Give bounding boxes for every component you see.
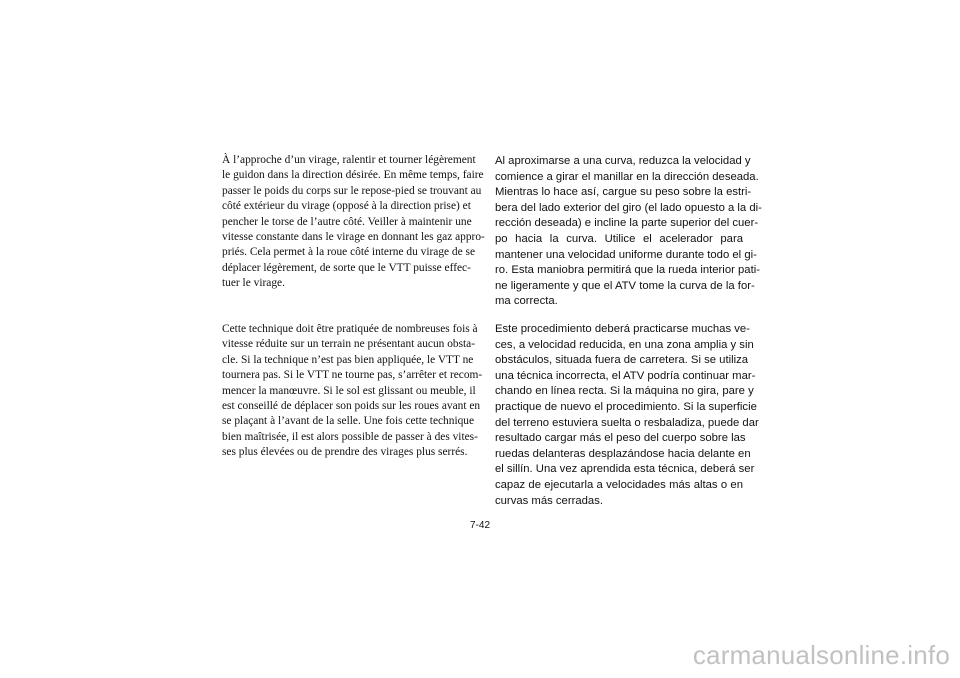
text-line: cle. Si la technique n’est pas bien appliquée, le VTT ne: [222, 353, 474, 366]
text-line: ses plus élevées ou de prendre des virages plus serrés.: [222, 446, 468, 459]
text-line: Al aproximarse a una curva, reduzca la velocidad y: [495, 155, 751, 167]
text-line: Este procedimiento deberá practicarse muchas ve-: [495, 323, 750, 335]
text-line: rección deseada) e incline la parte superior del cuer-: [495, 217, 759, 230]
text-line: mencer la manœuvre. Si le sol est glissant ou meuble, il: [222, 384, 476, 397]
watermark: carmanualsonline.info: [692, 640, 950, 670]
text-line: del terreno estuviera suelta o resbaladiza, puede dar: [495, 416, 759, 429]
text-line: ces, a velocidad reducida, en una zona amplia y sin: [495, 338, 754, 351]
text-line: mantener una velocidad uniforme durante todo el gi-: [495, 248, 757, 261]
text-line: ne ligeramente y que el ATV tome la curva de la for-: [495, 279, 755, 292]
page-number: 7-42: [470, 520, 491, 531]
text-line: resultado cargar más el peso del cuerpo sobre las: [495, 432, 746, 445]
text-line: ma correcta.: [495, 295, 558, 308]
spanish-paragraph-1: [495, 154, 762, 310]
text-line: se plaçant à l’avant de la selle. Une fois cette technique: [222, 415, 475, 428]
text-line: una técnica incorrecta, el ATV podría continuar mar-: [495, 369, 756, 382]
french-paragraph-1: [222, 153, 485, 292]
text-line: le guidon dans la direction désirée. En même temps, faire: [222, 169, 484, 182]
text-line: el sillín. Una vez aprendida esta técnica, deberá ser: [495, 463, 755, 476]
text-line: chando en línea recta. Si la máquina no gira, pare y: [495, 385, 754, 398]
text-line: tuer le virage.: [222, 277, 285, 290]
text-line: vitesse réduite sur un terrain ne présentant aucun obsta-: [222, 338, 476, 351]
text-line: Cette technique doit être pratiquée de nombreuses fois à: [222, 323, 478, 335]
text-line: comience a girar el manillar en la dirección deseada.: [495, 170, 759, 183]
text-line: obstáculos, situada fuera de carretera. Si se utiliza: [495, 354, 749, 367]
spanish-paragraph-2: [495, 322, 759, 509]
french-paragraph-2: [222, 322, 483, 461]
text-line: ruedas delanteras desplazándose hacia delante en: [495, 447, 751, 460]
text-line: ro. Esta maniobra permitirá que la rueda interior pati-: [495, 264, 760, 277]
text-line: vitesse constante dans le virage en donnant les gaz appro-: [222, 231, 485, 244]
text-line: priés. Cela permet à la roue côté interne du virage de se: [222, 246, 476, 259]
text-line: côté extérieur du virage (opposé à la direction prise) et: [222, 200, 471, 213]
text-line: practique de nuevo el procedimiento. Si la superficie: [495, 400, 757, 413]
text-line: pencher le torse de l’autre côté. Veiller à maintenir une: [222, 215, 472, 228]
text-line: déplacer légèrement, de sorte que le VTT puisse effec-: [222, 261, 471, 274]
text-line: passer le poids du corps sur le repose-pied se trouvant au: [222, 184, 482, 197]
text-line: À l’approche d’un virage, ralentir et tourner légèrement: [222, 154, 476, 166]
text-line: Mientras lo hace así, cargue su peso sobre la estri-: [495, 186, 752, 199]
text-line: tournera pas. Si le VTT ne tourne pas, s’arrêter et recom-: [222, 369, 483, 382]
text-line: bera del lado exterior del giro (el lado opuesto a la di-: [495, 201, 762, 214]
text-line: est conseillé de déplacer son poids sur les roues avant en: [222, 400, 481, 413]
text-line: bien maîtrisée, il est alors possible de passer à des vites-: [222, 430, 478, 443]
text-line: po hacia la curva. Utilice el acelerador para: [495, 232, 743, 245]
text-line: capaz de ejecutarla a velocidades más altas o en: [495, 478, 743, 491]
text-line: curvas más cerradas.: [495, 494, 603, 507]
